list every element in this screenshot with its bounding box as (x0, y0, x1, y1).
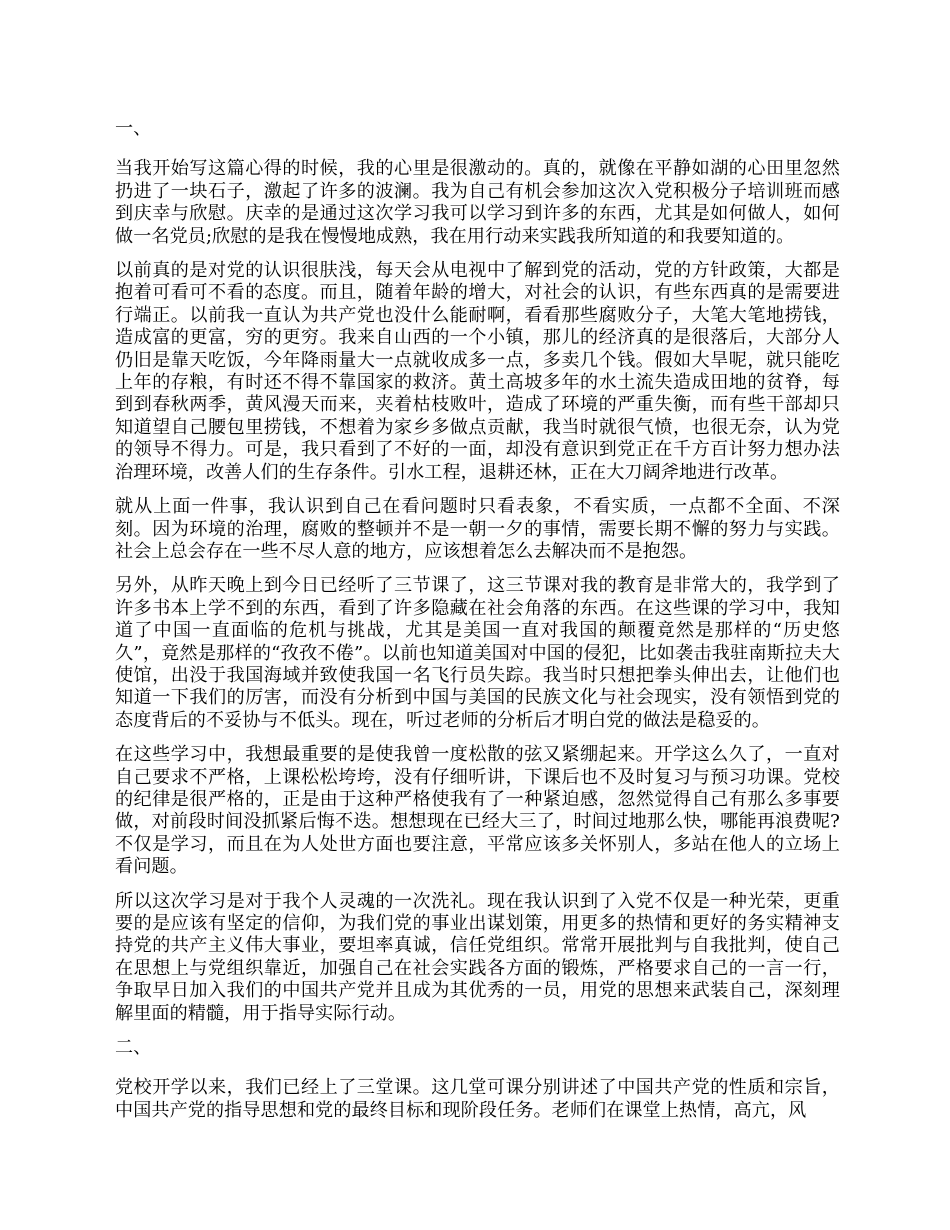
paragraph: 在这些学习中，我想最重要的是使我曾一度松散的弦又紧绷起来。开学这么久了，一直对自己要求不严格，上课松松垮垮，没有仔细听讲，下课后也不及时复习与预习功课。党校的纪律是很严格的，正是由于这种严格使我有了一种紧迫感，忽然觉得自己有那么多事要做，对前段时间没抓紧后悔不迭。想想现在已经大三了，时间过地那么快，哪能再浪费呢?不仅是学习，而且在为人处世方面也要注意，平常应该多关怀别人，多站在他人的立场上看问题。 (115, 744, 840, 878)
paragraph: 以前真的是对党的认识很肤浅，每天会从电视中了解到党的活动，党的方针政策，大都是抱着可看可不看的态度。而且，随着年龄的增大，对社会的认识，有些东西真的是需要进行端正。以前我一直认为共产党也没什么能耐啊，看看那些腐败分子，大笔大笔地捞钱，造成富的更富，穷的更穷。我来自山西的一个小镇，那儿的经济真的是很落后，大部分人仍旧是靠天吃饭，今年降雨量大一点就收成多一点，多卖几个钱。假如大旱呢，就只能吃上年的存粮，有时还不得不靠国家的救济。黄土高坡多年的水土流失造成田地的贫脊，每到到春秋两季，黄风漫天而来，夹着枯枝败叶，造成了环境的严重失衡，而有些干部却只知道望自己腰包里捞钱，不想着为家乡多做点贡献，我当时就很气愤，也很无奈，认为党的领导不得力。可是，我只看到了不好的一面，却没有意识到党正在千方百计努力想办法治理环境，改善人们的生存条件。引水工程，退耕还林，正在大刀阔斧地进行改革。 (115, 260, 840, 483)
section-heading-1: 一、 (115, 118, 152, 139)
paragraph: 所以这次学习是对于我个人灵魂的一次洗礼。现在我认识到了入党不仅是一种光荣，更重要的是应该有坚定的信仰，为我们党的事业出谋划策，用更多的热情和更好的务实精神支持党的共产主义伟大事业，要坦率真诚，信任党组织。常常开展批判与自我批判，使自己在思想上与党组织靠近，加强自己在社会实践各方面的锻炼，严格要求自己的一言一行，争取早日加入我们的中国共产党并且成为其优秀的一员，用党的思想来武装自己，深刻理解里面的精髓，用于指导实际行动。 (115, 890, 840, 1024)
section-heading-2: 二、 (115, 1037, 152, 1059)
paragraph: 另外，从昨天晚上到今日已经听了三节课了，这三节课对我的教育是非常大的，我学到了许多书本上学不到的东西，看到了许多隐藏在社会角落的东西。在这些课的学习中，我知道了中国一直面临的危机与挑战，尤其是美国一直对我国的颠覆竟然是那样的“历史悠久”，竟然是那样的“孜孜不倦”。以前也知道美国对中国的侵犯，比如袭击我驻南斯拉夫大使馆，出没于我国海域并致使我国一名飞行员失踪。我当时只想把拳头伸出去，让他们也知道一下我们的厉害，而没有分析到中国与美国的民族文化与社会现实，没有领悟到党的态度背后的不妥协与不低头。现在，听过老师的分析后才明白党的做法是稳妥的。 (115, 575, 840, 731)
document-page (115, 118, 840, 1134)
paragraph: 就从上面一件事，我认识到自己在看问题时只看表象，不看实质，一点都不全面、不深刻。因为环境的治理，腐败的整顿并不是一朝一夕的事情，需要长期不懈的努力与实践。社会上总会存在一些不尽人意的地方，应该想着怎么去解决而不是抱怨。 (115, 496, 840, 562)
paragraph: 党校开学以来，我们已经上了三堂课。这几堂可课分别讲述了中国共产党的性质和宗旨，中国共产党的指导思想和党的最终目标和现阶段任务。老师们在课堂上热情，高亢，风 (115, 1077, 840, 1121)
paragraph: 当我开始写这篇心得的时候，我的心里是很激动的。真的，就像在平静如湖的心田里忽然扔进了一块石子，激起了许多的波澜。我为自己有机会参加这次入党积极分子培训班而感到庆幸与欣慰。庆幸的是通过这次学习我可以学习到许多的东西，尤其是如何做人，如何做一名党员;欣慰的是我在慢慢地成熟，我在用行动来实践我所知道的和我要知道的。 (115, 158, 840, 247)
